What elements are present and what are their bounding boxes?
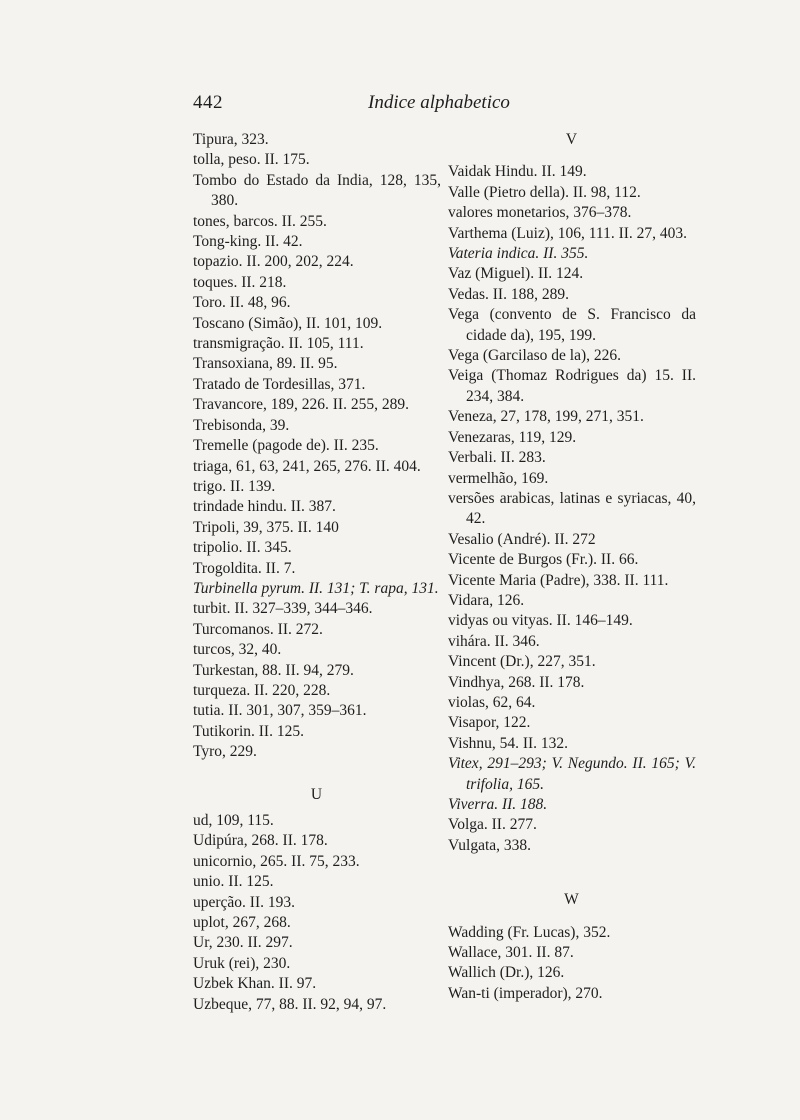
index-entry: Tombo do Estado da India, 128, 135, 380. bbox=[193, 171, 441, 210]
index-entry: Vicente de Burgos (Fr.). II. 66. bbox=[448, 551, 639, 569]
index-entry: toques. II. 218. bbox=[193, 273, 287, 291]
index-entry: Vega (Garcilaso de la), 226. bbox=[448, 347, 622, 365]
running-head: Indice alphabetico bbox=[368, 92, 510, 113]
index-entry: Venezaras, 119, 129. bbox=[448, 428, 577, 446]
index-entry: turcos, 32, 40. bbox=[193, 641, 282, 659]
index-entry: vihára. II. 346. bbox=[448, 632, 540, 650]
index-entry: topazio. II. 200, 202, 224. bbox=[193, 253, 354, 271]
index-entry: Udipúra, 268. II. 178. bbox=[193, 832, 328, 850]
index-entry: Veneza, 27, 178, 199, 271, 351. bbox=[448, 408, 644, 426]
index-entry: Vulgata, 338. bbox=[448, 836, 532, 854]
section-letter-w: W bbox=[564, 891, 580, 909]
index-entry: turqueza. II. 220, 228. bbox=[193, 681, 331, 699]
index-entry: Vidara, 126. bbox=[448, 591, 525, 609]
index-entry: Vedas. II. 188, 289. bbox=[448, 285, 569, 303]
index-entry: Viverra. II. 188. bbox=[448, 796, 548, 813]
index-entry: Vaidak Hindu. II. 149. bbox=[448, 163, 587, 181]
index-entry: Tremelle (pagode de). II. 235. bbox=[193, 437, 379, 455]
index-entry: Trogoldita. II. 7. bbox=[193, 559, 296, 577]
index-entry: versões arabicas, latinas e syriacas, 40, 42. bbox=[448, 489, 696, 528]
index-entry: Turbinella pyrum. II. 131; T. rapa, 131. bbox=[193, 579, 439, 597]
index-entry: Wan-ti (imperador), 270. bbox=[448, 984, 603, 1002]
index-entry: Uruk (rei), 230. bbox=[193, 954, 291, 972]
index-entry: Transoxiana, 89. II. 95. bbox=[193, 355, 338, 373]
index-entry: Travancore, 189, 226. II. 255, 289. bbox=[193, 396, 409, 414]
section-letter-v: V bbox=[565, 131, 579, 148]
index-entry: Tyro, 229. bbox=[193, 743, 257, 761]
index-column-right bbox=[448, 130, 696, 1004]
index-entry: Vitex, 291–293; V. Negundo. II. 165; V. trifolia, 165. bbox=[448, 755, 696, 793]
index-entry: Wallace, 301. II. 87. bbox=[448, 944, 574, 962]
index-entry: Wallich (Dr.), 126. bbox=[448, 964, 565, 982]
index-entry: Tratado de Tordesillas, 371. bbox=[193, 375, 366, 393]
page-number: 442 bbox=[193, 92, 223, 113]
index-entry: Tong-king. II. 42. bbox=[193, 233, 303, 251]
index-entry: valores monetarios, 376–378. bbox=[448, 204, 632, 222]
index-entry: Trebisonda, 39. bbox=[193, 416, 290, 434]
index-entry: Visapor, 122. bbox=[448, 714, 531, 732]
index-entry: Tutikorin. II. 125. bbox=[193, 722, 304, 740]
index-entry: Turcomanos. II. 272. bbox=[193, 620, 323, 638]
index-entry: vidyas ou vityas. II. 146–149. bbox=[448, 612, 633, 630]
index-entry: tones, barcos. II. 255. bbox=[193, 212, 327, 230]
index-entry: uplot, 267, 268. bbox=[193, 914, 291, 932]
index-entry: uperção. II. 193. bbox=[193, 893, 295, 911]
column-divider bbox=[435, 132, 436, 970]
index-entry: Valle (Pietro della). II. 98, 112. bbox=[448, 183, 641, 201]
index-entry: violas, 62, 64. bbox=[448, 693, 536, 711]
index-entry: trigo. II. 139. bbox=[193, 477, 276, 495]
index-entry: Uzbek Khan. II. 97. bbox=[193, 975, 317, 993]
section-letter-u: U bbox=[310, 785, 324, 803]
index-entry: tripolio. II. 345. bbox=[193, 539, 292, 557]
index-entry: Verbali. II. 283. bbox=[448, 449, 546, 467]
index-entry: Vishnu, 54. II. 132. bbox=[448, 734, 569, 752]
index-entry: Veiga (Thomaz Rodrigues da) 15. II. 234, 384. bbox=[448, 367, 696, 405]
index-column-left bbox=[193, 130, 441, 1015]
index-entry: unicornio, 265. II. 75, 233. bbox=[193, 852, 360, 870]
index-entry: trindade hindu. II. 387. bbox=[193, 498, 336, 516]
index-entry: turbit. II. 327–339, 344–346. bbox=[193, 600, 373, 618]
index-entry: tolla, peso. II. 175. bbox=[193, 151, 310, 169]
index-entry: Vesalio (André). II. 272 bbox=[448, 530, 596, 548]
index-entry: Uzbeque, 77, 88. II. 92, 94, 97. bbox=[193, 995, 387, 1013]
index-entry: tutia. II. 301, 307, 359–361. bbox=[193, 702, 367, 720]
index-entry: Tipura, 323. bbox=[193, 131, 269, 148]
index-entry: ud, 109, 115. bbox=[193, 812, 274, 829]
index-entry: Vaz (Miguel). II. 124. bbox=[448, 265, 584, 283]
index-entry: Vateria indica. II. 355. bbox=[448, 245, 589, 263]
index-entry: vermelhão, 169. bbox=[448, 469, 549, 487]
index-entry: Turkestan, 88. II. 94, 279. bbox=[193, 661, 354, 679]
index-entry: Varthema (Luiz), 106, 111. II. 27, 403. bbox=[448, 224, 688, 242]
index-entry: Toscano (Simão), II. 101, 109. bbox=[193, 314, 383, 332]
index-entry: Volga. II. 277. bbox=[448, 816, 537, 834]
index-entry: unio. II. 125. bbox=[193, 873, 274, 891]
index-entry: Toro. II. 48, 96. bbox=[193, 294, 291, 312]
index-entry: Wadding (Fr. Lucas), 352. bbox=[448, 923, 611, 941]
index-entry: Vega (convento de S. Francisco da cidade da), 195, 199. bbox=[448, 306, 696, 344]
index-entry: Vincent (Dr.), 227, 351. bbox=[448, 653, 596, 671]
index-entry: Vicente Maria (Padre), 338. II. 111. bbox=[448, 571, 669, 589]
index-entry: triaga, 61, 63, 241, 265, 276. II. 404. bbox=[193, 457, 421, 475]
index-entry: transmigração. II. 105, 111. bbox=[193, 335, 364, 353]
index-entry: Ur, 230. II. 297. bbox=[193, 934, 293, 952]
index-entry: Tripoli, 39, 375. II. 140 bbox=[193, 518, 339, 536]
index-entry: Vindhya, 268. II. 178. bbox=[448, 673, 585, 691]
